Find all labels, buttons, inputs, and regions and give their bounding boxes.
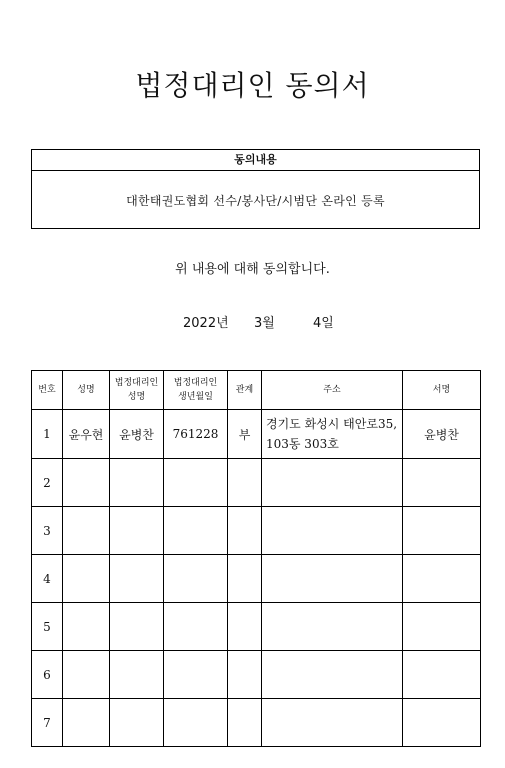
date-month: 3월 [254, 316, 275, 331]
registration-table [31, 370, 481, 747]
cell-guardian-name [110, 507, 164, 555]
cell-number: 7 [32, 699, 63, 747]
cell-address: 경기도 화성시 태안로35, 103동 303호 [262, 410, 403, 459]
consent-box [31, 149, 480, 229]
cell-signature [403, 507, 481, 555]
table-row [32, 651, 481, 699]
table-header-row [32, 371, 481, 410]
cell-number: 4 [32, 555, 63, 603]
cell-address [262, 603, 403, 651]
cell-address [262, 699, 403, 747]
cell-guardian-birth [164, 651, 228, 699]
date-year: 2022년 [183, 316, 229, 331]
cell-signature [403, 603, 481, 651]
table-row [32, 603, 481, 651]
cell-number: 2 [32, 459, 63, 507]
table-row [32, 699, 481, 747]
cell-signature: 윤병찬 [403, 410, 481, 459]
cell-number: 5 [32, 603, 63, 651]
date-row [0, 312, 505, 332]
cell-signature [403, 699, 481, 747]
cell-relation [228, 459, 262, 507]
cell-guardian-name [110, 555, 164, 603]
cell-guardian-birth [164, 507, 228, 555]
cell-address [262, 459, 403, 507]
table-row [32, 410, 481, 459]
cell-guardian-name [110, 459, 164, 507]
cell-guardian-name [110, 699, 164, 747]
cell-name [63, 459, 110, 507]
cell-relation [228, 507, 262, 555]
cell-relation: 부 [228, 410, 262, 459]
cell-signature [403, 459, 481, 507]
cell-address [262, 507, 403, 555]
cell-address [262, 555, 403, 603]
header-signature: 서명 [403, 371, 481, 410]
cell-guardian-name: 윤병찬 [110, 410, 164, 459]
header-guardian-name: 법정대리인 성명 [110, 371, 164, 410]
table-row [32, 459, 481, 507]
header-guardian-birth: 법정대리인 생년월일 [164, 371, 228, 410]
document-title: 법정대리인 동의서 [135, 69, 370, 102]
cell-guardian-birth [164, 555, 228, 603]
table-row [32, 555, 481, 603]
cell-guardian-name [110, 603, 164, 651]
cell-name: 윤우현 [63, 410, 110, 459]
cell-number: 1 [32, 410, 63, 459]
cell-number: 6 [32, 651, 63, 699]
cell-guardian-birth: 761228 [164, 410, 228, 459]
cell-guardian-birth [164, 459, 228, 507]
cell-address [262, 651, 403, 699]
cell-signature [403, 651, 481, 699]
cell-relation [228, 555, 262, 603]
consent-content: 대한태권도협회 선수/봉사단/시범단 온라인 등록 [126, 193, 385, 208]
date-day: 4일 [313, 316, 334, 331]
cell-guardian-name [110, 651, 164, 699]
cell-signature [403, 555, 481, 603]
cell-relation [228, 699, 262, 747]
header-number: 번호 [32, 371, 63, 410]
cell-name [63, 507, 110, 555]
cell-name [63, 651, 110, 699]
cell-relation [228, 651, 262, 699]
cell-guardian-birth [164, 603, 228, 651]
agree-statement: 위 내용에 대해 동의합니다. [175, 262, 330, 277]
table-row [32, 507, 481, 555]
header-relation: 관계 [228, 371, 262, 410]
cell-name [63, 603, 110, 651]
cell-relation [228, 603, 262, 651]
header-address: 주소 [262, 371, 403, 410]
cell-name [63, 699, 110, 747]
cell-name [63, 555, 110, 603]
cell-guardian-birth [164, 699, 228, 747]
header-name: 성명 [63, 371, 110, 410]
cell-number: 3 [32, 507, 63, 555]
consent-header: 동의내용 [32, 150, 479, 171]
